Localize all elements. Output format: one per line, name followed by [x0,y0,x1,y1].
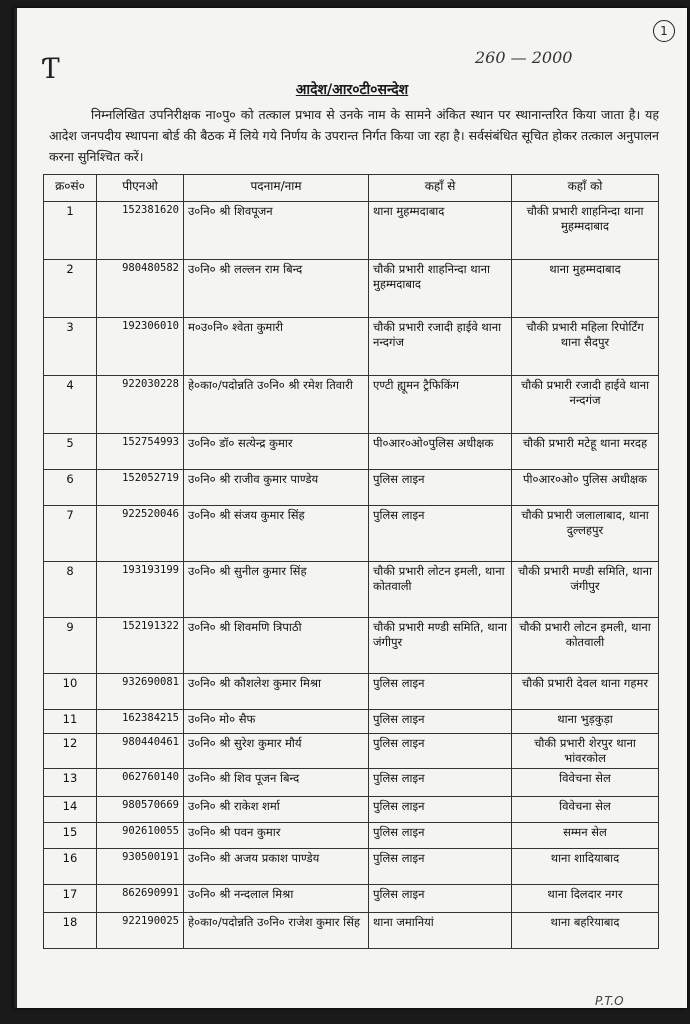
name-cell: उ०नि० श्री सुरेश कुमार मौर्य [184,734,369,769]
name-cell: उ०नि० श्री शिव पूजन बिन्द [184,769,369,797]
handwritten-mark: Ƭ [41,52,60,85]
serial-cell: 1 [44,202,97,260]
to-cell: पी०आर०ओ० पुलिस अधीक्षक [512,470,659,506]
name-cell: उ०नि० मो० सैफ [184,710,369,734]
from-cell: पुलिस लाइन [369,797,512,823]
pno-cell: 922190025 [97,913,184,949]
from-cell: पुलिस लाइन [369,885,512,913]
document-title: आदेश/आर०टी०सन्देश [295,82,409,98]
page-number: 1 [653,20,675,42]
serial-cell: 18 [44,913,97,949]
pno-cell: 152381620 [97,202,184,260]
to-cell: विवेचना सेल [512,797,659,823]
to-cell: थाना मुहम्मदाबाद [512,260,659,318]
pno-cell: 932690081 [97,674,184,710]
to-cell: सम्मन सेल [512,823,659,849]
to-cell: विवेचना सेल [512,769,659,797]
name-cell: म०उ०नि० श्वेता कुमारी [184,318,369,376]
serial-cell: 7 [44,506,97,562]
serial-cell: 2 [44,260,97,318]
to-cell: चौकी प्रभारी लोटन इमली, थाना कोतवाली [512,618,659,674]
handwritten-number: 260 — 2000 [475,48,573,67]
serial-cell: 9 [44,618,97,674]
name-cell: उ०नि० श्री कौशलेश कुमार मिश्रा [184,674,369,710]
from-cell: पुलिस लाइन [369,823,512,849]
name-cell: उ०नि० श्री पवन कुमार [184,823,369,849]
pno-cell: 192306010 [97,318,184,376]
to-cell: थाना दिलदार नगर [512,885,659,913]
col-from: कहाँ से [369,175,512,202]
serial-cell: 13 [44,769,97,797]
col-serial: क्र०सं० [44,175,97,202]
name-cell: उ०नि० श्री राकेश शर्मा [184,797,369,823]
from-cell: चौकी प्रभारी शाहनिन्दा थाना मुहम्मदाबाद [369,260,512,318]
serial-cell: 14 [44,797,97,823]
from-cell: पुलिस लाइन [369,849,512,885]
pno-cell: 193193199 [97,562,184,618]
from-cell: पुलिस लाइन [369,470,512,506]
table-row [44,470,659,506]
to-cell: चौकी प्रभारी शाहनिन्दा थाना मुहम्मदाबाद [512,202,659,260]
table-row [44,260,659,318]
table-row [44,849,659,885]
name-cell: उ०नि० डॉ० सत्येन्द्र कुमार [184,434,369,470]
to-cell: चौकी प्रभारी रजादी हाईवे थाना नन्दगंज [512,376,659,434]
pno-cell: 922520046 [97,506,184,562]
table-row [44,823,659,849]
from-cell: पुलिस लाइन [369,769,512,797]
table-row [44,769,659,797]
from-cell: थाना मुहम्मदाबाद [369,202,512,260]
table-header-row [44,175,659,202]
pno-cell: 862690991 [97,885,184,913]
from-cell: पुलिस लाइन [369,710,512,734]
name-cell: उ०नि० श्री राजीव कुमार पाण्डेय [184,470,369,506]
from-cell: पी०आर०ओ०पुलिस अधीक्षक [369,434,512,470]
pno-cell: 902610055 [97,823,184,849]
serial-cell: 11 [44,710,97,734]
pno-cell: 930500191 [97,849,184,885]
to-cell: थाना भुड़कुड़ा [512,710,659,734]
from-cell: चौकी प्रभारी रजादी हाईवे थाना नन्दगंज [369,318,512,376]
pno-cell: 980480582 [97,260,184,318]
intro-paragraph: निम्नलिखित उपनिरीक्षक ना०पु० को तत्काल प्रभाव से उनके नाम के सामने अंकित स्थान पर स्थानान्तरित किया जाता है। यह आदेश जनपदीय स्थापना बोर्ड की बैठक में लिये गये निर्णय के उपरान्त निर्गत किया जा रहा है। सर्वसंबंधित सूचित होकर तत्काल अनुपालन करना सुनिश्चित करें। [49,107,659,164]
pno-cell: 152754993 [97,434,184,470]
pno-cell: 152191322 [97,618,184,674]
table-row [44,318,659,376]
serial-cell: 6 [44,470,97,506]
name-cell: उ०नि० श्री अजय प्रकाश पाण्डेय [184,849,369,885]
serial-cell: 10 [44,674,97,710]
to-cell: थाना शादियाबाद [512,849,659,885]
from-cell: चौकी प्रभारी मण्डी समिति, थाना जंगीपुर [369,618,512,674]
page-footer-mark: P.T.O [595,994,624,1008]
pno-cell: 062760140 [97,769,184,797]
serial-cell: 8 [44,562,97,618]
serial-cell: 3 [44,318,97,376]
to-cell: चौकी प्रभारी मण्डी समिति, थाना जंगीपुर [512,562,659,618]
to-cell: चौकी प्रभारी महिला रिपोर्टिंग थाना सैदपुर [512,318,659,376]
name-cell: उ०नि० श्री शिवमणि त्रिपाठी [184,618,369,674]
table-row [44,506,659,562]
table-row [44,734,659,769]
pno-cell: 162384215 [97,710,184,734]
serial-cell: 4 [44,376,97,434]
pno-cell: 980440461 [97,734,184,769]
name-cell: उ०नि० श्री शिवपूजन [184,202,369,260]
to-cell: थाना बहरियाबाद [512,913,659,949]
table-row [44,913,659,949]
document-page [14,8,687,1008]
table-row [44,202,659,260]
col-pno: पीएनओ [97,175,184,202]
table-row [44,618,659,674]
name-cell: उ०नि० श्री नन्दलाल मिश्रा [184,885,369,913]
table-row [44,562,659,618]
table-row [44,797,659,823]
name-cell: हे०का०/पदोन्नति उ०नि० राजेश कुमार सिंह [184,913,369,949]
name-cell: उ०नि० श्री संजय कुमार सिंह [184,506,369,562]
from-cell: चौकी प्रभारी लोटन इमली, थाना कोतवाली [369,562,512,618]
name-cell: उ०नि० श्री लल्लन राम बिन्द [184,260,369,318]
to-cell: चौकी प्रभारी शेरपुर थाना भांवरकोल [512,734,659,769]
col-to: कहाँ को [512,175,659,202]
transfer-table [43,174,659,949]
table-row [44,376,659,434]
to-cell: चौकी प्रभारी देवल थाना गहमर [512,674,659,710]
name-cell: हे०का०/पदोन्नति उ०नि० श्री रमेश तिवारी [184,376,369,434]
serial-cell: 12 [44,734,97,769]
table-row [44,885,659,913]
pno-cell: 922030228 [97,376,184,434]
from-cell: एण्टी ह्यूमन ट्रैफिकिंग [369,376,512,434]
from-cell: थाना जमानियां [369,913,512,949]
serial-cell: 16 [44,849,97,885]
name-cell: उ०नि० श्री सुनील कुमार सिंह [184,562,369,618]
table-row [44,434,659,470]
pno-cell: 980570669 [97,797,184,823]
pno-cell: 152052719 [97,470,184,506]
to-cell: चौकी प्रभारी जलालाबाद, थाना दुल्लहपुर [512,506,659,562]
table-row [44,674,659,710]
from-cell: पुलिस लाइन [369,674,512,710]
col-name: पदनाम/नाम [184,175,369,202]
serial-cell: 17 [44,885,97,913]
to-cell: चौकी प्रभारी मटेहू थाना मरदह [512,434,659,470]
from-cell: पुलिस लाइन [369,734,512,769]
table-row [44,710,659,734]
from-cell: पुलिस लाइन [369,506,512,562]
serial-cell: 15 [44,823,97,849]
serial-cell: 5 [44,434,97,470]
